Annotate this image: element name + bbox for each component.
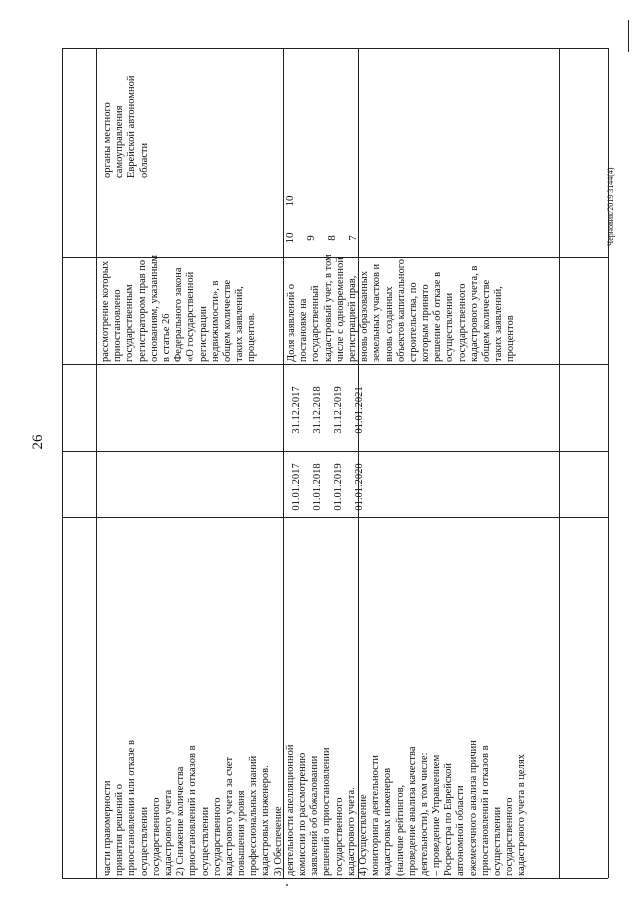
indicator-line: приостановлено: [112, 289, 124, 362]
measure-line: ежемесячного анализа причин: [467, 740, 479, 876]
indicator-line: вновь созданных: [383, 286, 395, 362]
start-date: 01.01.2020: [354, 463, 365, 511]
measure-line: осуществлении: [199, 806, 211, 876]
table-border-left: [62, 48, 63, 878]
value-cell: 7: [347, 235, 359, 241]
measure-line: государственного: [150, 797, 162, 876]
measure-line: кадастровых инженеров: [382, 767, 394, 876]
table-border-bottom: [62, 878, 608, 879]
measure-line: Росреестра по Еврейской: [443, 763, 455, 876]
measure-line: кадастрового учета за счет: [223, 756, 235, 876]
measure-line: кадастрового учета: [162, 789, 174, 876]
indicator-line: объектов капитального: [395, 258, 407, 362]
table-divider-4: [62, 517, 608, 518]
measure-line: повышения уровня: [236, 790, 248, 876]
measure-line: приостановлений и отказов в: [479, 745, 491, 876]
measure-line: деятельности), в том числе:: [418, 752, 430, 876]
table-col-line-4: [559, 48, 560, 878]
value-cell: 10: [284, 232, 296, 244]
indicator-line: основаниям, указанным: [148, 254, 160, 362]
measure-line: кадастровых инженеров.: [260, 765, 272, 876]
measure-line: (наличие рейтингов,: [394, 784, 406, 876]
table-divider-3: [62, 451, 608, 452]
indicator-line: таких заявлений,: [493, 286, 505, 362]
end-date: 31.12.2018: [312, 386, 323, 434]
indicator-line: государственный: [310, 285, 322, 362]
indicator-line: регистратором прав по: [136, 259, 148, 362]
indicator-line: кадастровый учет, в том: [322, 254, 334, 362]
measure-line: осуществлении: [492, 806, 503, 876]
responsible-line: Еврейской автономной: [126, 75, 138, 178]
indicator-line: таких заявлений,: [234, 286, 246, 362]
table-divider-2: [62, 364, 608, 365]
indicator-line: государственным: [124, 284, 136, 362]
responsible-line: самоуправления: [114, 105, 126, 178]
indicator-line: государственного: [456, 283, 468, 362]
measure-line: – проведение Управлением: [431, 754, 443, 876]
measure-line: заявлений об обжаловании: [309, 755, 321, 876]
measure-line: решений о приостановлении: [321, 747, 333, 876]
indicator-line: рассмотрение которых: [100, 260, 111, 362]
indicator-line: осуществлении: [444, 292, 456, 362]
measures-text: [102, 524, 529, 876]
measure-line: 2) Снижение количества: [175, 766, 187, 876]
table-border-right: [608, 48, 609, 878]
indicator-line: процентов: [505, 315, 517, 362]
indicator-line: которым принято: [420, 284, 432, 362]
measure-line: проведение анализа качества: [406, 746, 418, 876]
indicator-line: числе с одновременной: [334, 257, 346, 362]
measure-line: государственного: [504, 797, 516, 876]
indicator-line: общем количестве: [481, 279, 492, 362]
measure-line: приостановлении или отказе в: [126, 740, 138, 876]
indicator-line: недвижимости», в: [209, 280, 221, 362]
indicator-line: Федерального закона: [173, 267, 185, 362]
indicator-line: Доля заявлений о: [286, 283, 297, 362]
measure-line: принятия решений о: [114, 784, 126, 876]
measure-line: кадастрового учета в целях: [516, 754, 528, 876]
measure-line: 3) Обеспечение: [272, 806, 284, 876]
measure-line: кадастрового учета.: [345, 787, 357, 876]
indicator-line: постановке на: [298, 298, 310, 362]
end-date: 31.12.2019: [333, 386, 344, 434]
footer-code: Черновик/2019 3144(4): [606, 167, 615, 246]
measure-line: автономной области: [455, 785, 467, 876]
indicator-line: решение об отказе в: [432, 271, 444, 362]
indicator-line: процентов.: [246, 312, 258, 362]
measure-line: государственного: [211, 797, 223, 876]
responsible-line: органы местного: [102, 102, 113, 178]
measure-line: осуществлении: [138, 806, 150, 876]
indicator-line: строительства, по: [407, 282, 419, 362]
indicator-line: земельных участков и: [371, 263, 383, 362]
indicator-text-top: [100, 254, 258, 362]
measure-line: мониторинга деятельности: [370, 754, 382, 876]
value-cell: 9: [305, 235, 317, 241]
table-border-top: [62, 48, 608, 49]
measure-line: государственного: [333, 797, 345, 876]
measure-line: деятельности апелляционной: [284, 744, 296, 876]
responsible-line: области: [138, 142, 150, 178]
start-date: 01.01.2017: [291, 463, 302, 511]
margin-mark: [628, 20, 629, 52]
table-col-line-1: [96, 48, 97, 878]
responsible-text: [102, 58, 151, 178]
measure-line: профессиональных знаний: [248, 755, 260, 876]
end-date: 31.12.2017: [291, 386, 302, 434]
value-cell: 8: [326, 235, 338, 241]
indicator-line: кадастрового учета, в: [468, 265, 480, 362]
measure-line: 4) Осуществление: [357, 794, 369, 876]
scan-dot: [286, 884, 288, 886]
start-date: 01.01.2019: [333, 463, 344, 511]
indicator-line: регистрацией прав,: [346, 275, 358, 362]
value-cell: 10: [284, 195, 296, 207]
indicator-line: общем количестве: [221, 279, 233, 362]
measure-line: части правомерности: [102, 780, 113, 876]
end-date: 01.01.2021: [354, 386, 365, 434]
indicator-text-bottom: [286, 254, 518, 362]
page-number: 26: [30, 434, 46, 450]
measure-line: приостановлений и отказов в: [187, 745, 199, 876]
indicator-line: «О государственной: [185, 271, 197, 362]
measure-line: комиссии по рассмотрению: [297, 752, 308, 876]
indicator-line: вновь образованных: [359, 270, 371, 362]
indicator-line: в статье 26: [160, 313, 172, 362]
start-date: 01.01.2018: [312, 463, 323, 511]
indicator-line: регистрации: [197, 306, 209, 362]
